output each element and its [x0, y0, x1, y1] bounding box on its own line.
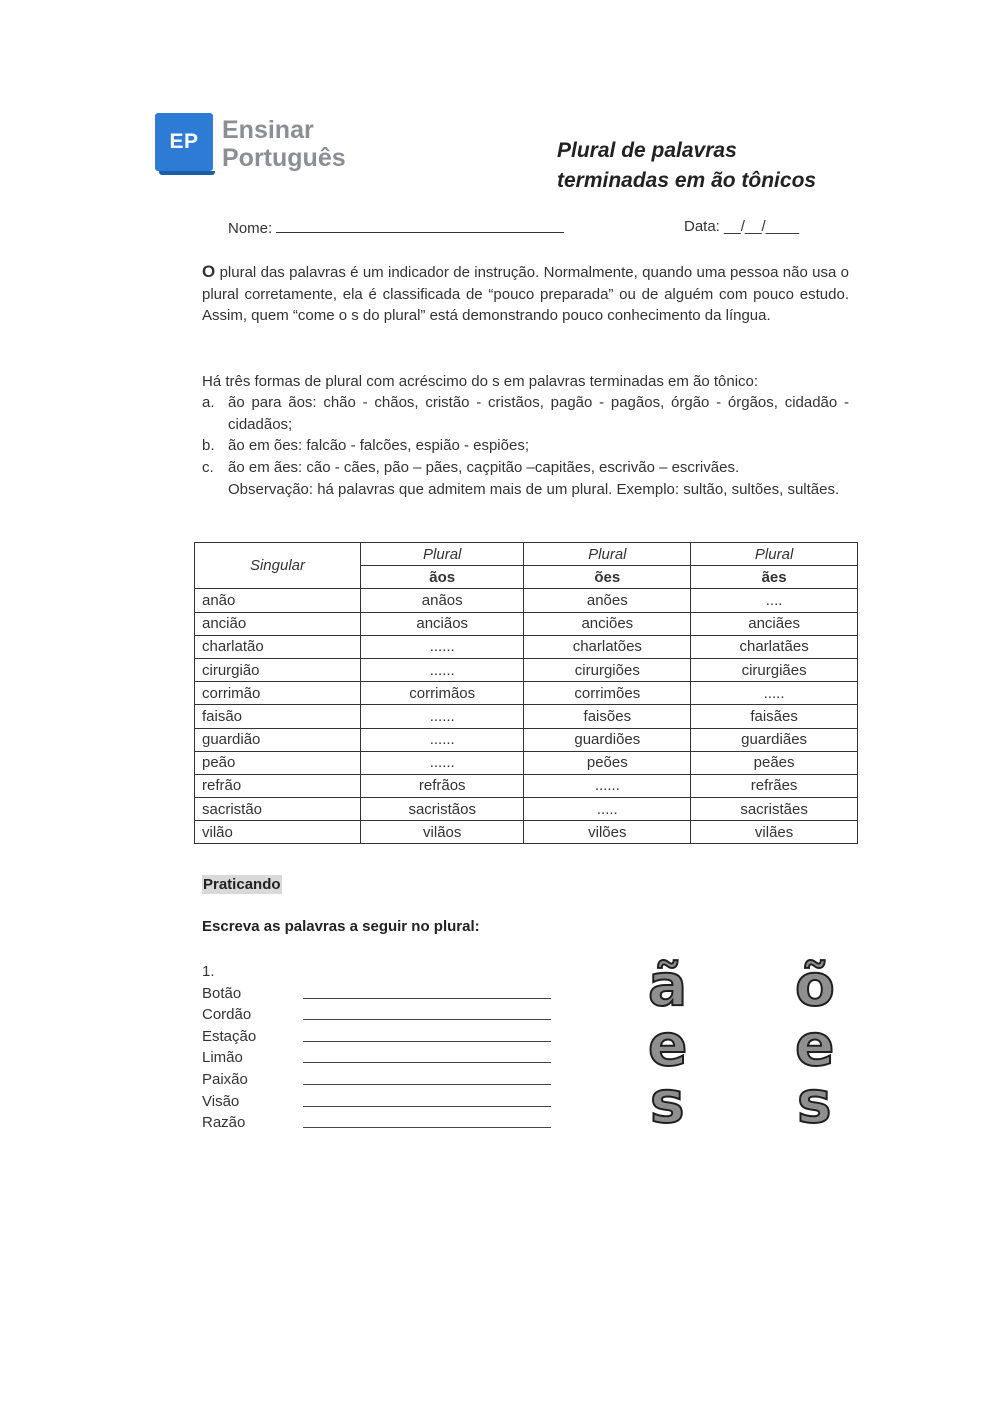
exercise-word: Paixão [202, 1070, 248, 1088]
date-field [684, 218, 799, 235]
plural-cell: ...... [361, 705, 524, 728]
logo [155, 113, 385, 178]
plural-cell: ..... [524, 798, 691, 821]
plural-cell: vilãos [361, 821, 524, 844]
plural-cell: cirurgiões [524, 658, 691, 681]
plural-header: Plural [361, 543, 524, 566]
answer-blank[interactable] [303, 998, 551, 999]
singular-header: Singular [195, 543, 361, 589]
exercise-item [202, 983, 562, 1005]
singular-cell: charlatão [195, 635, 361, 658]
singular-cell: refrão [195, 774, 361, 797]
glyph-a-tilde: ã [648, 951, 688, 1019]
table-row [195, 612, 858, 635]
plural-cell: faisões [524, 705, 691, 728]
singular-cell: corrimão [195, 682, 361, 705]
table-row [195, 798, 858, 821]
forms-list [202, 392, 849, 501]
plural-cell: guardiães [691, 728, 858, 751]
name-blank[interactable] [276, 218, 564, 233]
list-item [202, 392, 849, 435]
suffix-oes: ões [524, 566, 691, 589]
logo-wordmark [222, 116, 346, 172]
logo-badge: EP [155, 113, 213, 171]
plural-cell: ..... [691, 682, 858, 705]
plural-cell: ...... [361, 635, 524, 658]
plural-cell: sacristães [691, 798, 858, 821]
exercise-item [202, 1047, 562, 1069]
decorative-glyphs [620, 948, 880, 1138]
answer-blank[interactable] [303, 1106, 551, 1107]
singular-cell: anão [195, 589, 361, 612]
table-row [195, 682, 858, 705]
table-row [195, 589, 858, 612]
practice-label: Praticando [203, 876, 281, 893]
forms-heading: Há três formas de plural com acréscimo do s em palavras terminadas em ão tônico: [202, 373, 759, 390]
answer-blank[interactable] [303, 1041, 551, 1042]
singular-cell: peão [195, 751, 361, 774]
plural-cell: cirurgiães [691, 658, 858, 681]
date-label: Data: __/__/____ [684, 218, 800, 235]
plural-cell: ...... [361, 658, 524, 681]
table-row [195, 774, 858, 797]
exercise-word: Botão [202, 984, 242, 1002]
list-marker: c. [202, 459, 214, 477]
intro-first-letter: O [202, 262, 216, 281]
singular-cell: faisão [195, 705, 361, 728]
singular-cell: guardião [195, 728, 361, 751]
plural-cell: ...... [361, 728, 524, 751]
glyph-e: e [648, 1011, 688, 1079]
plural-cell: anãos [361, 589, 524, 612]
plural-cell: anões [524, 589, 691, 612]
plural-cell: .... [691, 589, 858, 612]
plural-cell: anciães [691, 612, 858, 635]
exercise-word: Visão [202, 1092, 240, 1110]
name-field [228, 218, 564, 237]
list-text: ão em ães: cão - cães, pão – pães, caçpitão –capitães, escrivão – escrivães. [228, 459, 740, 477]
singular-cell: ancião [195, 612, 361, 635]
plural-cell: peões [524, 751, 691, 774]
observation-text: Observação: há palavras que admitem mais de um plural. Exemplo: sultão, sultões, sultães. [228, 480, 840, 498]
list-item [202, 457, 849, 479]
suffix-aos: ãos [361, 566, 524, 589]
plural-cell: corrimãos [361, 682, 524, 705]
plural-header: Plural [524, 543, 691, 566]
plural-cell: refrães [691, 774, 858, 797]
title-line-2: terminadas em ão tônicos [557, 169, 817, 192]
plural-cell: anciões [524, 612, 691, 635]
list-text: ão para ãos: chão - chãos, cristão - cristãos, pagão - pagãos, órgão - órgãos, cidadão - cidadãos; [228, 394, 849, 433]
exercise-word: Limão [202, 1049, 243, 1067]
glyph-e: e [795, 1011, 835, 1079]
list-item [202, 435, 849, 457]
title-line-1: Plural de palavras [557, 139, 737, 162]
table-row [195, 821, 858, 844]
list-marker: a. [202, 394, 215, 411]
intro-text: plural das palavras é um indicador de instrução. Normalmente, quando uma pessoa não usa o plural corretamente, ela é classificada de “pouco preparada” ou de alguém com pouco estudo. Assim, quem “come o s do plural” está demonstrando pouco conhecimento da língua. [202, 264, 849, 325]
observation [202, 479, 849, 501]
logo-line-1: Ensinar [222, 116, 314, 144]
exercise-item [202, 1091, 562, 1113]
answer-blank[interactable] [303, 1062, 551, 1063]
table-header-row [195, 543, 858, 566]
plural-cell: refrãos [361, 774, 524, 797]
exercise-item [202, 1112, 562, 1134]
plural-cell: peães [691, 751, 858, 774]
singular-cell: vilão [195, 821, 361, 844]
plural-cell: vilões [524, 821, 691, 844]
plural-cell: ...... [361, 751, 524, 774]
table-row [195, 658, 858, 681]
plural-cell: sacristãos [361, 798, 524, 821]
exercise-item [202, 1004, 562, 1026]
practice-instruction: Escreva as palavras a seguir no plural: [202, 918, 480, 935]
plural-table [194, 542, 858, 844]
plural-cell: corrimões [524, 682, 691, 705]
answer-blank[interactable] [303, 1127, 551, 1128]
plural-cell: guardiões [524, 728, 691, 751]
answer-blank[interactable] [303, 1084, 551, 1085]
name-label: Nome: [228, 220, 273, 237]
table-row [195, 751, 858, 774]
answer-blank[interactable] [303, 1019, 551, 1020]
exercise-word: Cordão [202, 1006, 252, 1024]
plural-header: Plural [691, 543, 858, 566]
list-text: ão em ões: falcão - falcões, espião - espiões; [228, 437, 529, 455]
plural-cell: vilães [691, 821, 858, 844]
table-row [195, 705, 858, 728]
singular-cell: cirurgião [195, 658, 361, 681]
plural-cell: charlatães [691, 635, 858, 658]
plural-cell: faisães [691, 705, 858, 728]
logo-line-2: Português [222, 144, 346, 172]
glyph-s: s [797, 1068, 832, 1136]
plural-cell: anciãos [361, 612, 524, 635]
page-title [557, 136, 816, 196]
exercise-word: Estação [202, 1027, 257, 1045]
singular-cell: sacristão [195, 798, 361, 821]
table-row [195, 728, 858, 751]
plural-cell: ...... [524, 774, 691, 797]
exercise-list [202, 961, 562, 1134]
exercise-item [202, 1069, 562, 1091]
list-marker: b. [202, 437, 215, 455]
glyph-o-tilde: õ [795, 951, 835, 1019]
intro-paragraph [202, 261, 849, 327]
suffix-aes: ães [691, 566, 858, 589]
table-row [195, 635, 858, 658]
glyph-s: s [650, 1068, 685, 1136]
plural-cell: charlatões [524, 635, 691, 658]
exercise-word: Razão [202, 1114, 246, 1132]
exercise-item [202, 1026, 562, 1048]
exercise-number: 1. [202, 963, 215, 980]
